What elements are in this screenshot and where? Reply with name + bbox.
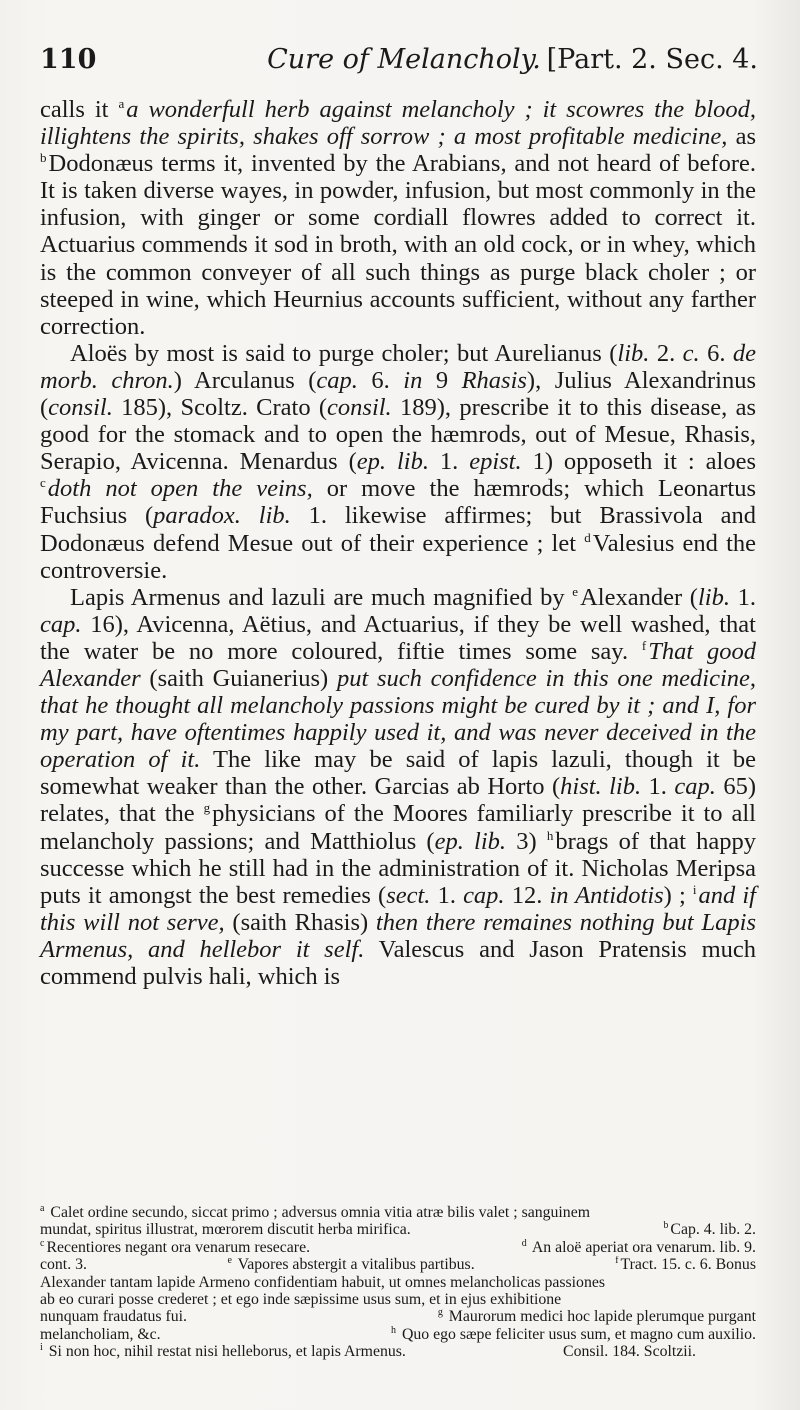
footnote-text: melancholiam, &c.	[40, 1325, 161, 1343]
section-reference: [Part. 2. Sec. 4.	[546, 44, 758, 75]
footnote-line: $^a$ Calet ordine secundo, siccat primo ; adversus omnia vitia atræ bilis valet ; sanguinem	[40, 1204, 591, 1221]
paragraph: Lapis Armenus and lazuli are much magnified by $^e$Alexander (lib. 1. cap. 16), Avicenna, Aëtius, and Actuarius, if they be well washed, that the water be no more coloured, fiftie times some say. $^f$That good Alexander (saith Guianerius) put such confidence in this one medicine, that he thought all melancholy passions might be cured by it ; and I, for my part, have oftentimes happily used it, and was never deceived in the operation of it. The like may be said of lapis lazuli, though it be somewhat weaker than the other. Garcias ab Horto (hist. lib. 1. cap. 65) relates, that the $^g$physicians of the Moores familiarly prescribe it to all melancholy passions; and Matthiolus (ep. lib. 3) $^h$brags of that happy successe which he still had in the administration of it. Nicholas Meripsa puts it amongst the best remedies (sect. 1. cap. 12. in Antidotis) ; $^i$and if this will not serve, (saith Rhasis) then there remaines nothing but Lapis Armenus, and hellebor it self. Valescus and Jason Pratensis much commend pulvis hali, which is	[40, 583, 757, 990]
footnote-line	[40, 1256, 756, 1273]
footnote-line	[40, 1221, 756, 1238]
paragraph: calls it $^a$a wonderfull herb against melancholy ; it scowres the blood, illightens the spirits, shakes off sorrow ; a most profitable medicine, as $^b$Dodonæus terms it, invented by the Arabians, and not heard of before. It is taken diverse wayes, in powder, infusion, but most commonly in the infusion, with ginger or some cordiall flowres added to correct it. Actuarius commends it sod in broth, with an old cock, or in whey, which is the common conveyer of all such things as purge black choler ; or steeped in wine, which Heurnius accounts sufficient, without any farther correction.	[40, 96, 757, 340]
footnote-text: $^b$ Cap. 4. lib. 2.	[663, 1221, 756, 1239]
footnote-text: $^i$ Si non hoc, nihil restat nisi helleborus, et lapis Armenus.	[40, 1343, 406, 1361]
footnote-text: $^c$ Recentiores negant ora venarum resecare.	[40, 1238, 311, 1256]
footnote-line	[40, 1343, 756, 1360]
footnote-text: Consil. 184. Scoltzii.	[563, 1343, 696, 1361]
footnote-line: Alexander tantam lapide Armeno confidentiam habuit, ut omnes melancholicas passiones	[40, 1273, 606, 1291]
footnote-text: $^h$ Quo ego sæpe feliciter usus sum, et magno cum auxilio.	[391, 1325, 756, 1343]
footnote-line	[40, 1239, 756, 1256]
footnote-line	[40, 1326, 756, 1343]
footnote-text: mundat, spiritus illustrat, mœrorem discutit herba mirifica.	[40, 1221, 411, 1239]
footnote-text: $^e$ Vapores abstergit a vitalibus partibus.	[227, 1256, 475, 1274]
page-number: 110	[40, 44, 97, 75]
footnote-text: nunquam fraudatus fui.	[40, 1308, 187, 1326]
paragraph: Aloës by most is said to purge choler; but Aurelianus (lib. 2. c. 6. de morb. chron.) Arculanus (cap. 6. in 9 Rhasis), Julius Alexandrinus (consil. 185), Scoltz. Crato (consil. 189), prescribe it to this disease, as good for the stomack and to open the hæmrods, out of Mesue, Rhasis, Serapio, Avicenna. Menardus (ep. lib. 1. epist. 1) opposeth it : aloes $^c$doth not open the veins, or move the hæmrods; which Leonartus Fuchsius (paradox. lib. 1. likewise affirmes; but Brassivola and Dodonæus defend Mesue out of their experience ; let $^d$Valesius end the controversie.	[40, 339, 757, 584]
footnote-text: $^f$ Tract. 15. c. 6. Bonus	[615, 1256, 756, 1274]
footnote-text: $^g$ Maurorum medici hoc lapide plerumque purgant	[437, 1308, 756, 1326]
running-title: Cure of Melancholy.	[267, 44, 541, 75]
footnote-line: ab eo curari posse crederet ; et ego inde sæpissime usus sum, et in ejus exhibitione	[40, 1290, 562, 1308]
footnote-line	[40, 1308, 756, 1325]
footnotes	[40, 1204, 756, 1361]
footnote-text: $^d$ An aloë aperiat ora venarum. lib. 9.	[521, 1238, 756, 1256]
footnote-text: cont. 3.	[40, 1256, 87, 1274]
main-text	[40, 96, 756, 990]
running-header	[40, 38, 758, 82]
